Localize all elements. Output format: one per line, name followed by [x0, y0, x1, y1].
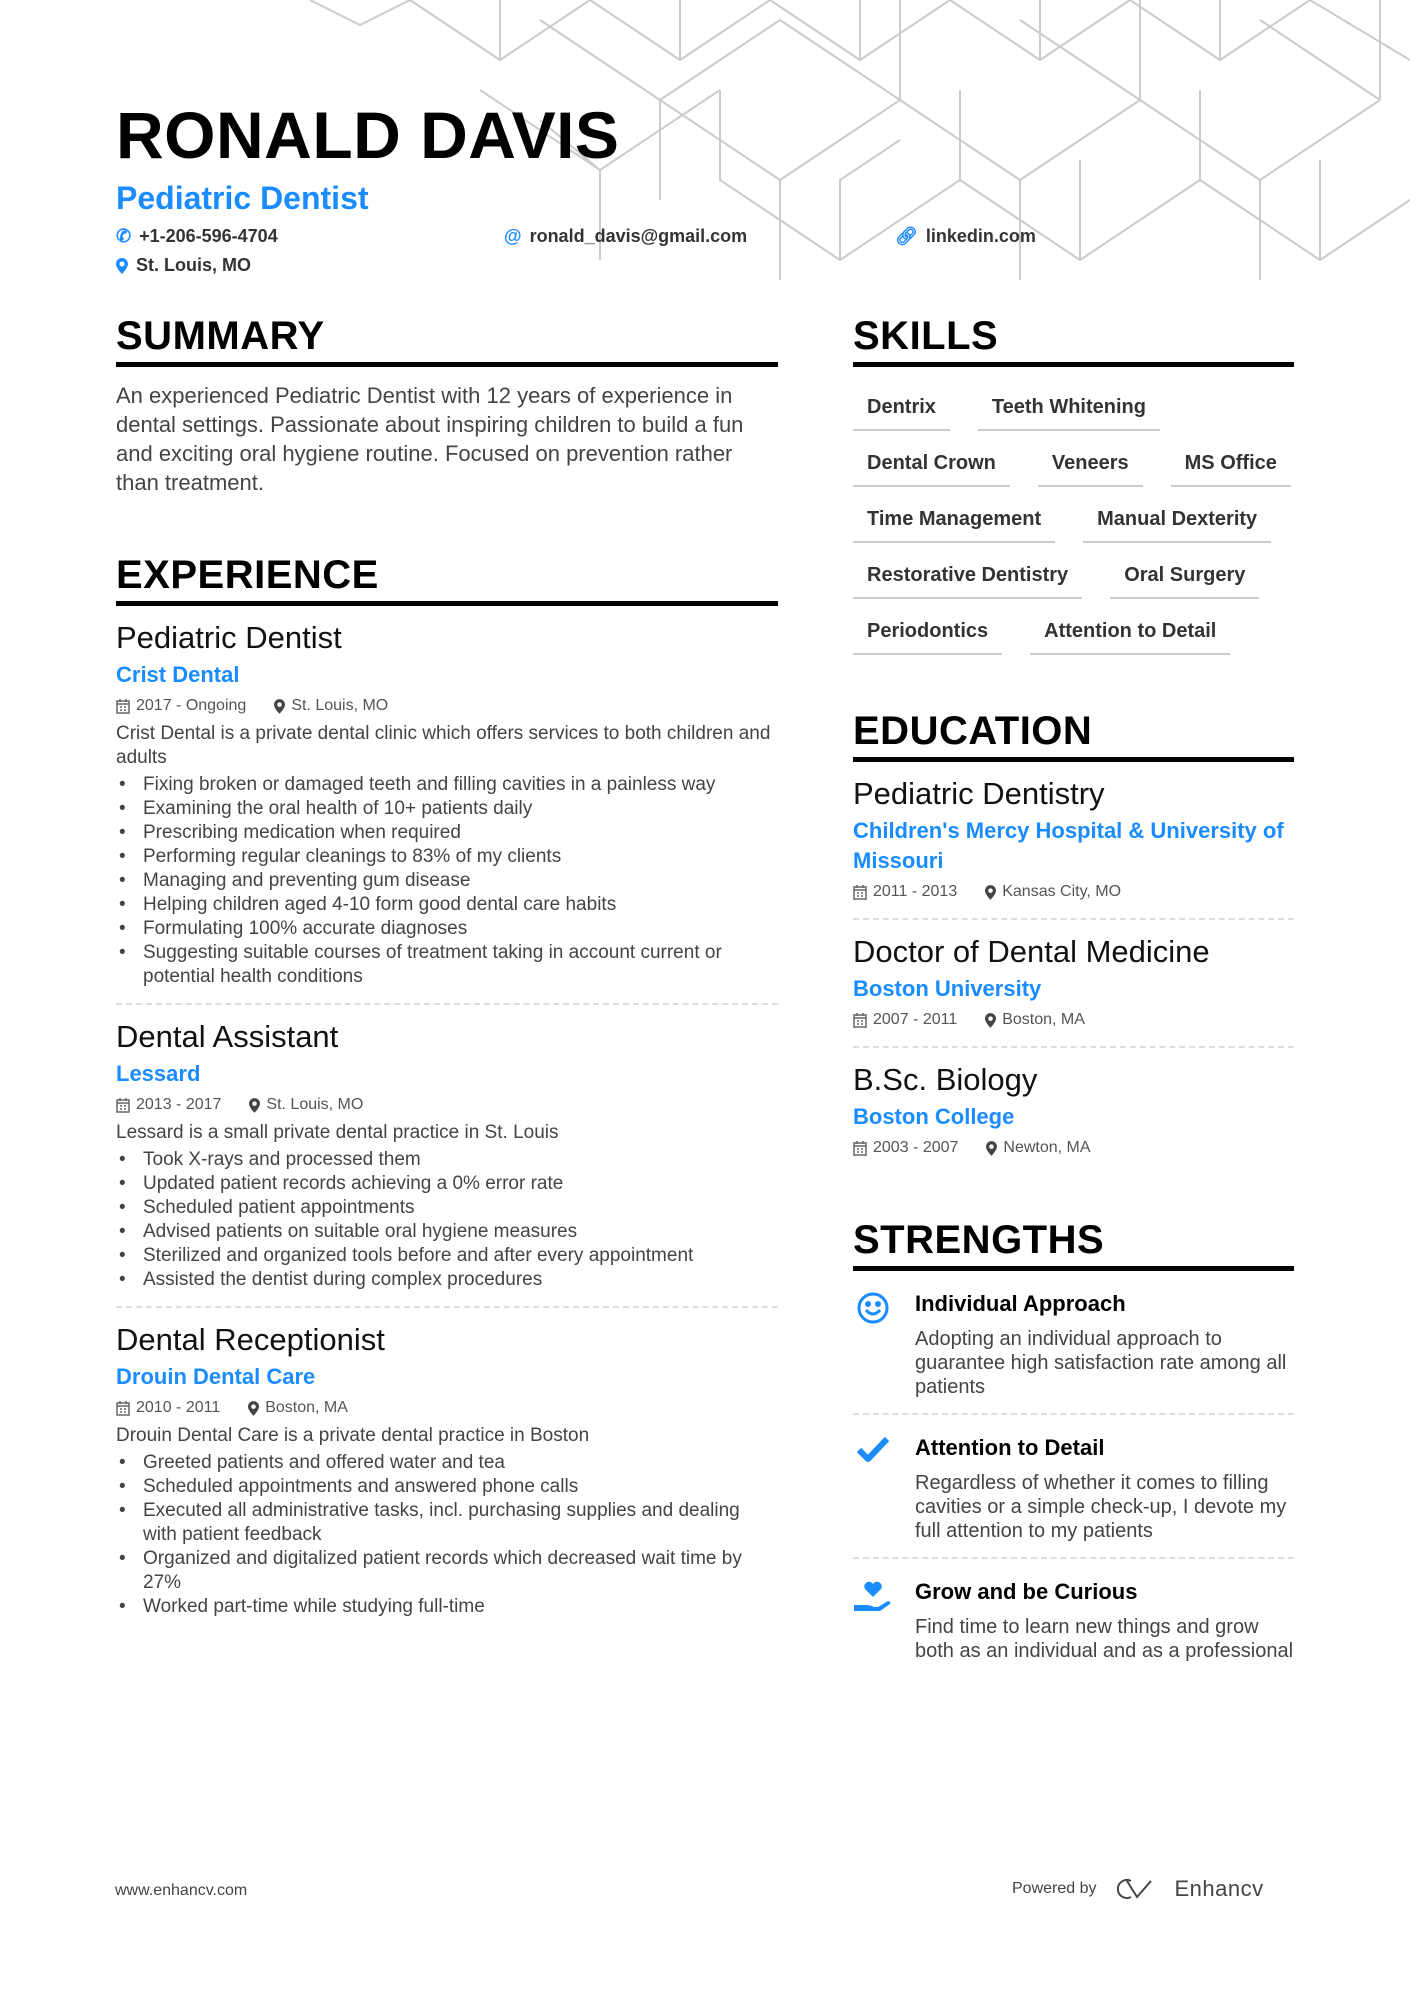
location-pin-icon — [249, 1098, 260, 1113]
date-text: 2010 - 2011 — [136, 1399, 221, 1416]
calendar-icon — [853, 885, 867, 900]
company-name: Drouin Dental Care — [116, 1364, 316, 1389]
education-entry — [853, 1048, 1294, 1174]
section-heading: SKILLS — [853, 312, 1294, 367]
phone-text: +1-206-596-4704 — [139, 226, 278, 246]
strength-title: Grow and be Curious — [915, 1579, 1138, 1604]
skill-tag: Teeth Whitening — [978, 381, 1160, 431]
company-name: Lessard — [116, 1061, 201, 1086]
achievement-item: • Formulating 100% accurate diagnoses — [116, 917, 778, 941]
job-entry — [116, 606, 778, 1005]
achievement-item: • Worked part-time while studying full-time — [116, 1595, 778, 1619]
date-text: 2017 - Ongoing — [136, 697, 247, 714]
date — [853, 880, 957, 904]
meta-row — [853, 1008, 1294, 1032]
date — [116, 694, 246, 718]
company-description: Drouin Dental Care is a private dental practice in Boston — [116, 1425, 590, 1446]
linkedin-link[interactable] — [895, 226, 1036, 247]
brand-name: Enhancv — [1174, 1876, 1264, 1901]
summary-section — [116, 312, 778, 497]
strength-description: Find time to learn new things and grow both as an individual and as a professional — [915, 1616, 1294, 1662]
strength-description: Regardless of whether it comes to filling cavities or a simple check-up, I devote my full attention to my patients — [915, 1472, 1287, 1542]
link-text[interactable]: linkedin.com — [925, 226, 1036, 246]
phone — [116, 226, 278, 247]
calendar-icon — [116, 1401, 130, 1416]
powered-by-text: Powered by — [1012, 1880, 1097, 1897]
strength-title: Attention to Detail — [915, 1435, 1105, 1460]
section-heading: EXPERIENCE — [116, 551, 778, 606]
achievement-item: • Organized and digitalized patient records which decreased wait time by 27% — [116, 1547, 778, 1595]
skill-tag: MS Office — [1171, 437, 1291, 487]
at-icon: @ — [504, 226, 522, 246]
section-heading: SUMMARY — [116, 312, 778, 367]
achievement-item: • Sterilized and organized tools before and after every appointment — [116, 1244, 778, 1268]
achievement-item: • Took X-rays and processed them — [116, 1148, 778, 1172]
achievement-item: • Prescribing medication when required — [116, 821, 778, 845]
meta-row — [116, 1396, 778, 1420]
school-name: Boston College — [853, 1104, 1015, 1129]
contact-info — [116, 222, 1296, 292]
degree: B.Sc. Biology — [853, 1062, 1038, 1097]
location-pin-icon — [248, 1401, 259, 1416]
company-description: Crist Dental is a private dental clinic which offers services to both children and adults — [116, 723, 771, 768]
date — [116, 1396, 220, 1420]
location — [986, 1136, 1090, 1160]
meta-row — [853, 1136, 1294, 1160]
right-column — [853, 312, 1294, 1677]
achievement-item: • Executed all administrative tasks, incl. purchasing supplies and dealing with patient feedback — [116, 1499, 778, 1547]
education-entry — [853, 762, 1294, 920]
enhancv-logo-icon — [1113, 1877, 1159, 1901]
email[interactable] — [504, 226, 747, 247]
achievement-item: • Updated patient records achieving a 0% error rate — [116, 1172, 778, 1196]
skill-tag: Attention to Detail — [1030, 605, 1230, 655]
date-text: 2007 - 2011 — [873, 1011, 958, 1028]
date-text: 2011 - 2013 — [873, 883, 958, 900]
heart-hand-icon — [853, 1577, 893, 1663]
location-pin-icon — [986, 1141, 997, 1156]
location-text: St. Louis, MO — [266, 1096, 364, 1113]
achievement-item: • Advised patients on suitable oral hygiene measures — [116, 1220, 778, 1244]
date-text: 2013 - 2017 — [136, 1096, 222, 1113]
job-entry — [116, 1308, 778, 1633]
achievement-item: • Greeted patients and offered water and tea — [116, 1451, 778, 1475]
location-pin-icon — [116, 258, 128, 274]
skill-tag: Dental Crown — [853, 437, 1010, 487]
location-text: St. Louis, MO — [291, 697, 389, 714]
date — [853, 1136, 958, 1160]
job-title: Pediatric Dentist — [116, 620, 342, 655]
meta-row — [116, 694, 778, 718]
achievement-item: • Helping children aged 4-10 form good dental care habits — [116, 893, 778, 917]
strength-item — [853, 1415, 1294, 1559]
date — [116, 1093, 221, 1117]
location-pin-icon — [274, 699, 285, 714]
skill-tag: Restorative Dentistry — [853, 549, 1082, 599]
skill-tag: Time Management — [853, 493, 1055, 543]
education-entry — [853, 920, 1294, 1048]
calendar-icon — [853, 1013, 867, 1028]
location-text: St. Louis, MO — [136, 255, 251, 275]
experience-section — [116, 551, 778, 1633]
strength-item — [853, 1271, 1294, 1415]
footer-website[interactable]: www.enhancv.com — [115, 1882, 248, 1899]
meta-row — [116, 1093, 778, 1117]
achievement-list — [116, 1148, 778, 1292]
skill-tag: Veneers — [1038, 437, 1143, 487]
degree: Pediatric Dentistry — [853, 776, 1105, 811]
date-text: 2003 - 2007 — [873, 1139, 959, 1156]
link-icon: 🔗︎ — [895, 226, 918, 246]
location-text: Boston, MA — [265, 1399, 348, 1416]
location-text: Kansas City, MO — [1002, 883, 1122, 900]
left-column — [116, 312, 778, 1633]
achievement-list — [116, 773, 778, 989]
achievement-item: • Managing and preventing gum disease — [116, 869, 778, 893]
location-pin-icon — [985, 885, 996, 900]
strength-item — [853, 1559, 1294, 1677]
achievement-list — [116, 1451, 778, 1619]
degree: Doctor of Dental Medicine — [853, 934, 1210, 969]
location — [249, 1093, 363, 1117]
achievement-item: • Performing regular cleanings to 83% of my clients — [116, 845, 778, 869]
skill-tag: Dentrix — [853, 381, 950, 431]
strength-description: Adopting an individual approach to guarantee high satisfaction rate among all patients — [915, 1328, 1287, 1398]
candidate-name: RONALD DAVIS — [116, 98, 620, 172]
strengths-section — [853, 1216, 1294, 1677]
skills-section — [853, 312, 1294, 661]
section-heading: EDUCATION — [853, 707, 1294, 762]
job-title: Dental Assistant — [116, 1019, 339, 1054]
location — [116, 255, 251, 276]
location — [274, 694, 388, 718]
education-section — [853, 707, 1294, 1174]
location — [985, 880, 1121, 904]
school-name: Children's Mercy Hospital & University of Missouri — [853, 818, 1284, 873]
job-title: Dental Receptionist — [116, 1322, 385, 1357]
calendar-icon — [853, 1141, 867, 1156]
location — [985, 1008, 1085, 1032]
candidate-title: Pediatric Dentist — [116, 180, 369, 216]
skill-tag: Periodontics — [853, 605, 1002, 655]
meta-row — [853, 880, 1294, 904]
achievement-item: • Examining the oral health of 10+ patients daily — [116, 797, 778, 821]
skills-list — [853, 381, 1294, 661]
resume-header — [116, 96, 1296, 292]
checkmark-icon — [853, 1433, 893, 1543]
strength-title: Individual Approach — [915, 1291, 1126, 1316]
footer-powered — [1012, 1876, 1264, 1902]
achievement-item: • Scheduled patient appointments — [116, 1196, 778, 1220]
job-entry — [116, 1005, 778, 1308]
skill-tag: Oral Surgery — [1110, 549, 1259, 599]
location — [248, 1396, 348, 1420]
achievement-item: • Scheduled appointments and answered phone calls — [116, 1475, 778, 1499]
date — [853, 1008, 957, 1032]
location-text: Boston, MA — [1002, 1011, 1085, 1028]
phone-icon: ✆ — [116, 226, 132, 246]
achievement-item: • Assisted the dentist during complex procedures — [116, 1268, 778, 1292]
company-description: Lessard is a small private dental practice in St. Louis — [116, 1122, 559, 1143]
skill-tag: Manual Dexterity — [1083, 493, 1271, 543]
calendar-icon — [116, 1098, 130, 1113]
achievement-item: • Fixing broken or damaged teeth and filling cavities in a painless way — [116, 773, 778, 797]
email-text[interactable]: ronald_davis@gmail.com — [529, 226, 748, 246]
summary-text: An experienced Pediatric Dentist with 12 years of experience in dental settings. Passionate about inspiring children to build a fun and exciting oral hygiene routine. Focused on prevention rather than treatment. — [116, 383, 744, 495]
company-name: Crist Dental — [116, 662, 240, 687]
calendar-icon — [116, 699, 130, 714]
location-text: Newton, MA — [1003, 1139, 1091, 1156]
smiley-icon — [853, 1289, 893, 1399]
section-heading: STRENGTHS — [853, 1216, 1294, 1271]
location-pin-icon — [985, 1013, 996, 1028]
achievement-item: • Suggesting suitable courses of treatment taking in account current or potential health conditions — [116, 941, 778, 989]
school-name: Boston University — [853, 976, 1042, 1001]
